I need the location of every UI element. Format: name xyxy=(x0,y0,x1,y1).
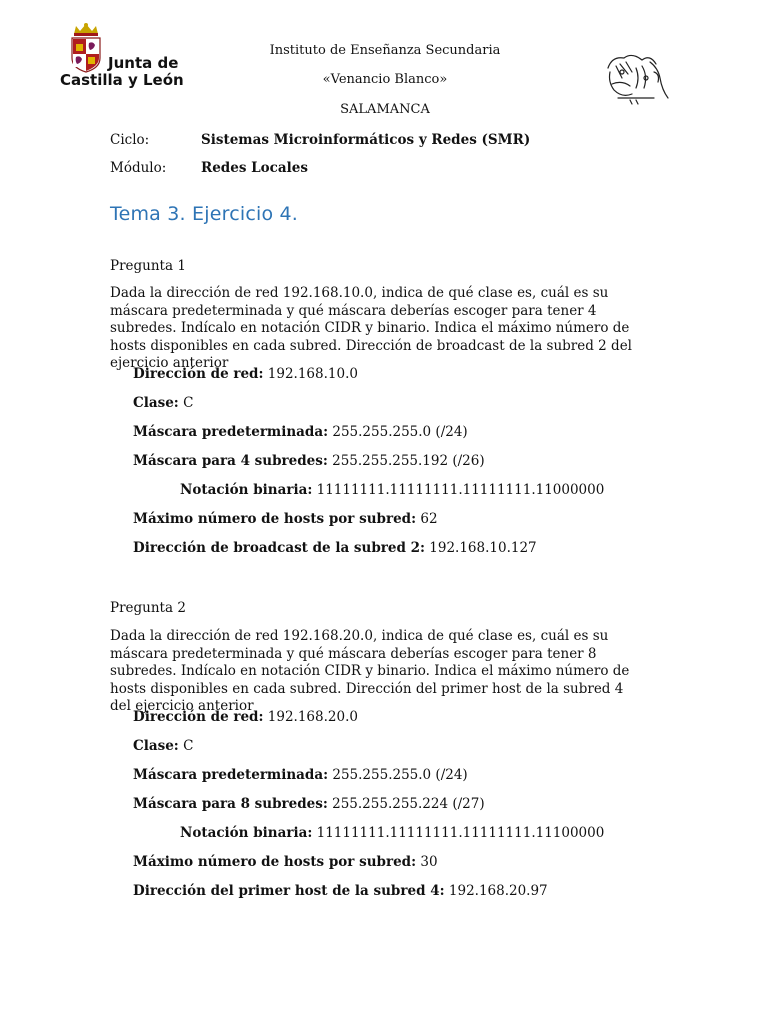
answer-row xyxy=(133,366,358,382)
question-2-text: Dada la dirección de red 192.168.20.0, indica de qué clase es, cuál es su máscara predeterminada y qué máscara deberías escoger para tener 8 subredes. Indícalo en notación CIDR y binario. Indica el máximo número de hosts disponibles en cada subred. Dirección del primer host de la subred 4 del ejercicio anterior xyxy=(110,628,630,714)
answer-value: 255.255.255.0 (/24) xyxy=(328,767,468,783)
answer-row xyxy=(133,540,537,556)
answer-row xyxy=(133,709,358,725)
answer-row xyxy=(180,482,604,498)
answer-label: Máscara predeterminada: xyxy=(133,424,329,440)
answer-value: 62 xyxy=(416,511,438,527)
answer-row xyxy=(133,511,438,527)
answer-value: 255.255.255.0 (/24) xyxy=(328,424,468,440)
answer-label: Notación binaria: xyxy=(180,825,313,841)
logo-text-line2: Castilla y León xyxy=(60,71,184,89)
answer-label: Máscara predeterminada: xyxy=(133,767,329,783)
answer-row xyxy=(133,395,193,411)
answer-value: 30 xyxy=(416,854,438,870)
answer-row xyxy=(133,883,548,899)
school-type: Instituto de Enseñanza Secundaria xyxy=(269,43,501,58)
answer-label: Máscara para 4 subredes: xyxy=(133,453,328,469)
answer-value: 255.255.255.224 (/27) xyxy=(327,796,485,812)
answer-value: 11111111.11111111.11111111.11000000 xyxy=(312,482,605,498)
answer-value: C xyxy=(178,738,194,754)
ciclo-row xyxy=(110,132,530,148)
answer-row xyxy=(133,424,468,440)
question-1-heading: Pregunta 1 xyxy=(110,258,186,274)
logo-text-line1: Junta de xyxy=(108,54,179,72)
school-name: «Venancio Blanco» xyxy=(322,72,448,87)
answer-row xyxy=(180,825,604,841)
junta-castilla-leon-logo xyxy=(60,22,182,92)
answer-label: Máscara para 8 subredes: xyxy=(133,796,328,812)
answer-row xyxy=(133,854,438,870)
modulo-label: Módulo: xyxy=(110,160,167,176)
answer-value: 192.168.10.0 xyxy=(263,366,358,382)
answer-label: Dirección de red: xyxy=(133,366,264,382)
answer-row xyxy=(133,738,193,754)
document-title: Tema 3. Ejercicio 4. xyxy=(110,203,299,225)
answer-value: 255.255.255.192 (/26) xyxy=(327,453,485,469)
sketch-logo-icon xyxy=(602,48,674,108)
answer-label: Máximo número de hosts por subred: xyxy=(133,511,417,527)
answer-row xyxy=(133,453,485,469)
ciclo-value: Sistemas Microinformáticos y Redes (SMR) xyxy=(201,132,531,148)
answer-value: 192.168.10.127 xyxy=(424,540,537,556)
answer-label: Máximo número de hosts por subred: xyxy=(133,854,417,870)
answer-label: Dirección de red: xyxy=(133,709,264,725)
answer-value: C xyxy=(178,395,194,411)
school-city: SALAMANCA xyxy=(340,102,430,117)
answer-row xyxy=(133,767,468,783)
answer-value: 192.168.20.0 xyxy=(263,709,358,725)
logo-text xyxy=(60,54,184,89)
answer-row xyxy=(133,796,485,812)
answer-label: Dirección del primer host de la subred 4: xyxy=(133,883,445,899)
question-2-heading: Pregunta 2 xyxy=(110,600,186,616)
answer-label: Clase: xyxy=(133,395,179,411)
modulo-row xyxy=(110,160,308,176)
answer-label: Notación binaria: xyxy=(180,482,313,498)
answer-value: 11111111.11111111.11111111.11100000 xyxy=(312,825,605,841)
question-1-text: Dada la dirección de red 192.168.10.0, indica de qué clase es, cuál es su máscara predeterminada y qué máscara deberías escoger para tener 4 subredes. Indícalo en notación CIDR y binario. Indica el máximo número de hosts disponibles en cada subred. Dirección de broadcast de la subred 2 del ejercicio anterior xyxy=(110,285,633,371)
answer-label: Dirección de broadcast de la subred 2: xyxy=(133,540,425,556)
ciclo-label: Ciclo: xyxy=(110,132,150,148)
modulo-value: Redes Locales xyxy=(201,160,308,176)
answer-value: 192.168.20.97 xyxy=(444,883,548,899)
answer-label: Clase: xyxy=(133,738,179,754)
